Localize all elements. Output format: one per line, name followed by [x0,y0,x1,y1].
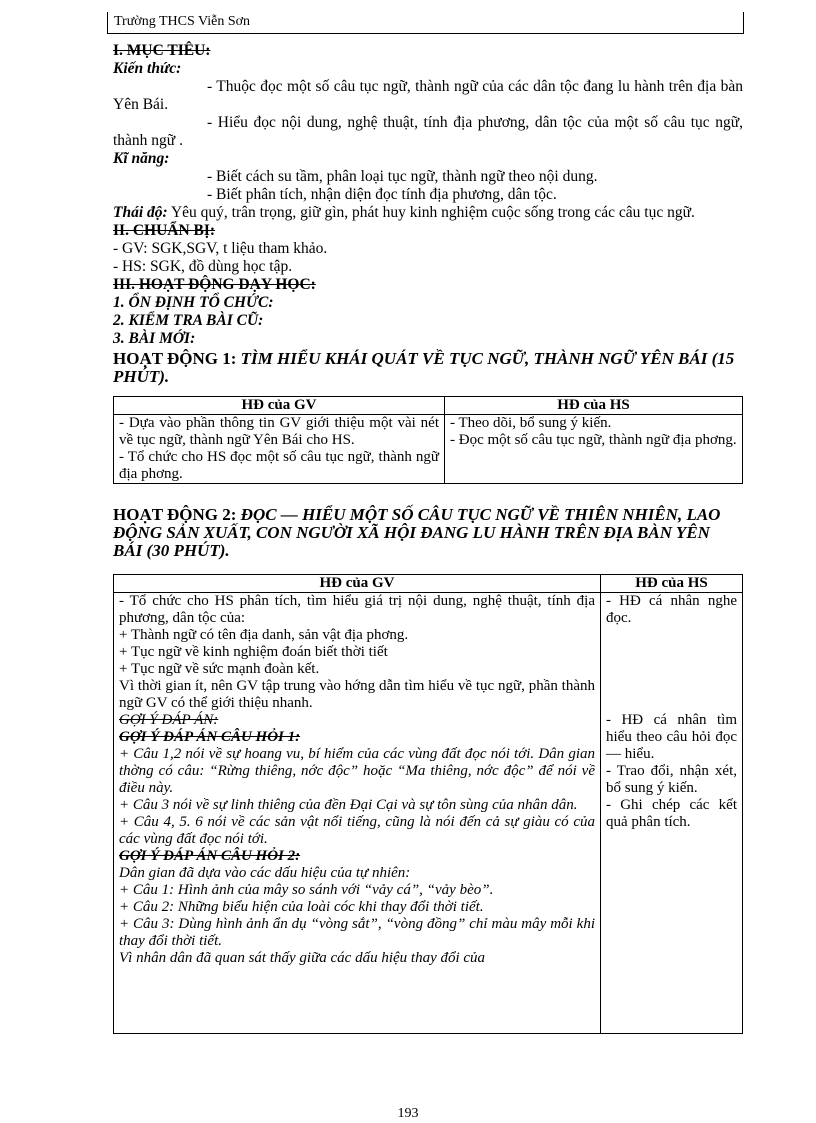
question-2-answer: + Câu 3: Dùng hình ảnh ẩn dụ “vòng sắt”, “vòng đồng” chỉ màu mây mỗi khi thay đổi thời tiết. [119,916,595,949]
question-2-answer: + Câu 1: Hình ảnh của mây so sánh với “vảy cá”, “vảy bèo”. [119,882,494,898]
teacher-bullet: + Tục ngữ về kinh nghiệm đoán biết thời tiết [119,644,388,660]
prep-student: - HS: SGK, đồ dùng học tập. [113,258,293,275]
attitude-text: Yêu quý, trân trọng, giữ gìn, phát huy kinh nghiệm cuộc sống trong các câu tục ngữ. [167,204,695,221]
teacher-bullet: + Tục ngữ về sức mạnh đoàn kết. [119,661,320,677]
student-item: - HĐ cá nhân nghe đọc. [606,593,737,626]
skills-item: - Biết phân tích, nhận diện đọc tính địa phương, dân tộc. [207,186,557,203]
teacher-cell [114,415,445,484]
question-1-answer: + Câu 3 nói về sự linh thiêng của đền Đại Cại và sự tôn sùng của nhân dân. [119,797,578,813]
student-item: - Theo dõi, bổ sung ý kiến. [450,415,612,431]
col-header-student: HĐ của HS [445,397,743,415]
activity-1-table [113,396,743,484]
answer-hint-title: GỢI Ý ĐÁP ÁN: [119,712,219,728]
question-1-title: GỢI Ý ĐÁP ÁN CÂU HỎI 1: [119,729,301,745]
section-preparation-title: II. CHUẨN BỊ: [113,222,216,239]
activity-1-heading: TÌM HIỂU KHÁI QUÁT VỀ TỤC NGỮ, THÀNH NGỮ YÊN BÁI (15 PHÚT). [113,349,735,386]
activity-2-table [113,574,743,1034]
teacher-intro: - Tổ chức cho HS phân tích, tìm hiểu giá trị nội dung, nghệ thuật, tính địa phương, dân tộc của: [119,593,595,626]
student-cell [445,415,743,484]
col-header-teacher: HĐ của GV [114,575,601,593]
activity-2-heading: ĐỌC — HIỂU MỘT SỐ CÂU TỤC NGỮ VỀ THIÊN NHIÊN, LAO ĐỘNG SẢN XUẤT, CON NGƯỜI XÃ HỘI ĐANG LU HÀNH TRÊN ĐỊA BÀN YÊN BÁI (30 PHÚT). [113,505,721,560]
activity-1-title [113,350,743,386]
teacher-item: - Tổ chức cho HS đọc một số câu tục ngữ, thành ngữ địa phơng. [119,449,439,482]
question-2-answer: Vì nhân dân đã quan sát thấy giữa các dấu hiệu thay đổi của [119,950,486,966]
document-body [113,42,743,1034]
col-header-teacher: HĐ của GV [114,397,445,415]
knowledge-label: Kiến thức: [113,60,182,77]
step-2: 2. KIỂM TRA BÀI CŨ: [113,312,264,329]
skills-label: Kĩ năng: [113,150,170,167]
question-1-answer: + Câu 4, 5. 6 nói về các sản vật nổi tiếng, cũng là nói đến cả sự giàu có của các vùng đất đọc nói tới. [119,814,595,847]
col-header-student: HĐ của HS [601,575,743,593]
question-1-answer: + Câu 1,2 nói về sự hoang vu, bí hiểm của các vùng đất đọc nói tới. Dân gian thờng có câu: “Rừng thiêng, nớc độc” hoặc “Ma thiêng, nớc độc” để nói về điều này. [119,746,595,796]
section-activities-title: III. HOẠT ĐỘNG DẠY HỌC: [113,276,316,293]
attitude-label: Thái độ: [113,204,168,221]
knowledge-item: - Hiểu đọc nội dung, nghệ thuật, tính địa phương, dân tộc của một số câu tục ngữ, thành ngữ . [113,114,743,149]
teacher-note: Vì thời gian ít, nên GV tập trung vào hớng dẫn tìm hiểu về tục ngữ, phần thành ngữ GV có thể giới thiệu nhanh. [119,678,595,711]
step-1: 1. ỔN ĐỊNH TỔ CHỨC: [113,294,274,311]
activity-2-prefix: HOẠT ĐỘNG 2: [113,505,241,524]
student-item: - HĐ cá nhân tìm hiểu theo câu hỏi đọc — hiểu. [606,712,737,762]
activity-2-title [113,506,743,560]
page-header [107,12,744,34]
question-2-intro: Dân gian đã dựa vào các dấu hiệu của tự nhiên: [119,865,411,881]
question-2-answer: + Câu 2: Những biểu hiện của loài cóc khi thay đổi thời tiết. [119,899,484,915]
school-name: Trường THCS Viễn Sơn [114,14,251,29]
teacher-bullet: + Thành ngữ có tên địa danh, sản vật địa phơng. [119,627,409,643]
prep-teacher: - GV: SGK,SGV, t liệu tham khảo. [113,240,328,257]
question-2-title: GỢI Ý ĐÁP ÁN CÂU HỎI 2: [119,848,301,864]
page-number: 193 [397,1106,419,1121]
section-objectives-title: I. MỤC TIÊU: [113,42,211,59]
attitude-paragraph [113,204,743,222]
student-item: - Đọc một số câu tục ngữ, thành ngữ địa phơng. [450,432,737,448]
student-cell [601,593,743,1034]
teacher-cell [114,593,601,1034]
skills-item: - Biết cách su tầm, phân loại tục ngữ, thành ngữ theo nội dung. [207,168,598,185]
knowledge-item: - Thuộc đọc một số câu tục ngữ, thành ngữ của các dân tộc đang lu hành trên địa bàn Yên Bái. [113,78,743,113]
activity-1-prefix: HOẠT ĐỘNG 1: [113,349,241,368]
student-item: - Trao đổi, nhận xét, bổ sung ý kiến. [606,763,737,796]
teacher-item: - Dựa vào phần thông tin GV giới thiệu một vài nét về tục ngữ, thành ngữ Yên Bái cho HS. [119,415,439,448]
step-3: 3. BÀI MỚI: [113,330,196,347]
student-item: - Ghi chép các kết quả phân tích. [606,797,737,830]
